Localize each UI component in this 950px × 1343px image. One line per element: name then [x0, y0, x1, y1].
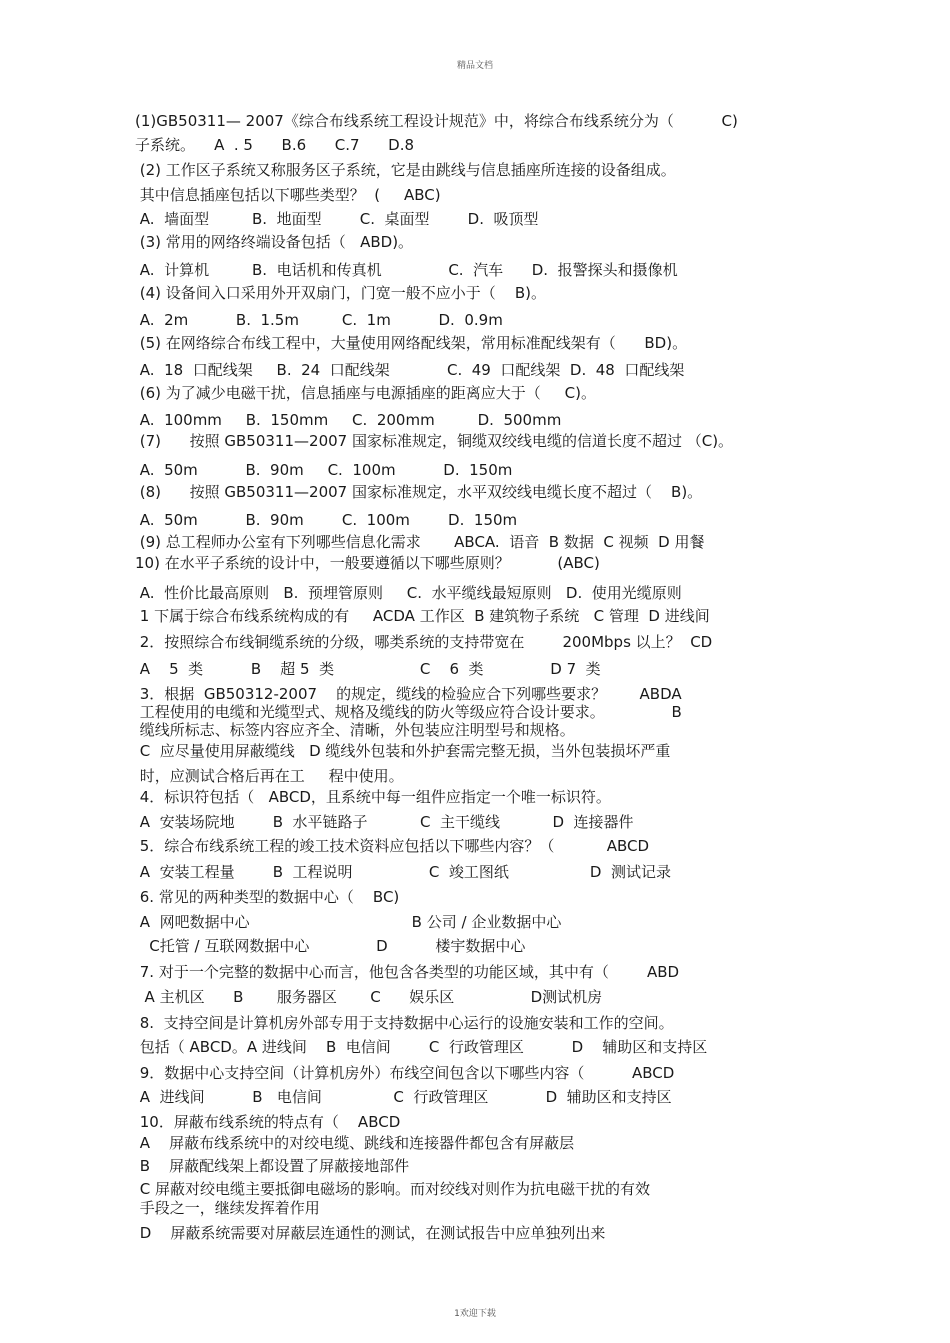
- text-line: C 应尽量使用屏蔽缆线 D 缆线外包装和外护套需完整无损，当外包装损坏严重: [135, 742, 671, 760]
- text-line: 2．按照综合布线铜缆系统的分级，哪类系统的支持带宽在 200Mbps 以上？ CD: [135, 633, 713, 651]
- text-line: A 5 类 B 超 5 类 C 6 类 D 7 类: [135, 660, 601, 678]
- text-line: 8. 支持空间是计算机房外部专用于支持数据中心运行的设施安装和工作的空间。: [135, 1014, 674, 1032]
- text-line: A 网吧数据中心 B 公司 / 企业数据中心: [135, 913, 562, 931]
- text-line: A. 性价比最高原则 B. 预埋管原则 C. 水平缆线最短原则 D. 使用光缆原则: [135, 584, 682, 602]
- text-line: (1)GB50311— 2007《综合布线系统工程设计规范》中，将综合布线系统分为（ C): [135, 112, 738, 130]
- text-line: (2) 工作区子系统又称服务区子系统，它是由跳线与信息插座所连接的设备组成。: [135, 161, 676, 179]
- text-line: D 屏蔽系统需要对屏蔽层连通性的测试，在测试报告中应单独列出来: [135, 1224, 606, 1242]
- text-line: (5) 在网络综合布线工程中，大量使用网络配线架，常用标准配线架有（ BD)。: [135, 334, 688, 352]
- footer-page-number: 1欢迎下载: [454, 1309, 496, 1319]
- text-line: 10) 在水平子系统的设计中，一般要遵循以下哪些原则？ (ABC): [135, 554, 600, 572]
- text-line: A. 50m B. 90m C. 100m D. 150m: [135, 461, 513, 479]
- text-line: A. 2m B. 1.5m C. 1m D. 0.9m: [135, 311, 503, 329]
- text-line: 手段之一，继续发挥着作用: [135, 1199, 320, 1217]
- text-line: A 进线间 B 电信间 C 行政管理区 D 辅助区和支持区: [135, 1088, 672, 1106]
- text-line: A 屏蔽布线系统中的对绞电缆、跳线和连接器件都包含有屏蔽层: [135, 1134, 575, 1152]
- text-line: B 屏蔽配线架上都设置了屏蔽接地部件: [135, 1157, 410, 1175]
- text-line: 包括（ ABCD。A 进线间 B 电信间 C 行政管理区 D 辅助区和支持区: [135, 1038, 708, 1056]
- text-line: C 屏蔽对绞电缆主要抵御电磁场的影响。而对绞线对则作为抗电磁干扰的有效: [135, 1180, 651, 1198]
- text-line: (9) 总工程师办公室有下列哪些信息化需求 ABCA. 语音 B 数据 C 视频 D 用餐: [135, 533, 705, 551]
- text-line: C托管 / 互联网数据中心 D 楼宇数据中心: [135, 937, 526, 955]
- text-line: A. 100mm B. 150mm C. 200mm D. 500mm: [135, 411, 562, 429]
- text-line: 10．屏蔽布线系统的特点有（ ABCD: [135, 1113, 401, 1131]
- text-line: (8) 按照 GB50311—2007 国家标准规定，水平双绞线电缆长度不超过（ B)。: [135, 483, 703, 501]
- text-line: A 主机区 B 服务器区 C 娱乐区 D测试机房: [135, 988, 603, 1006]
- text-line: (3) 常用的网络终端设备包括（ ABD)。: [135, 233, 414, 251]
- text-line: A. 50m B. 90m C. 100m D. 150m: [135, 511, 518, 529]
- text-line: 1 下属于综合布线系统构成的有 ACDA 工作区 B 建筑物子系统 C 管理 D 进线间: [135, 607, 710, 625]
- header-watermark: 精品文档: [456, 61, 493, 71]
- text-line: 6. 常见的两种类型的数据中心（ BC): [135, 888, 400, 906]
- text-line: 9．数据中心支持空间（计算机房外）布线空间包含以下哪些内容（ ABCD: [135, 1064, 675, 1082]
- text-line: 其中信息插座包括以下哪些类型？ ( ABC): [135, 186, 441, 204]
- text-line: 工程使用的电缆和光缆型式、规格及缆线的防火等级应符合设计要求。 B: [135, 703, 682, 721]
- text-line: A 安装工程量 B 工程说明 C 竣工图纸 D 测试记录: [135, 863, 671, 881]
- text-line: (7) 按照 GB50311—2007 国家标准规定，铜缆双绞线电缆的信道长度不超过 （C)。: [135, 432, 734, 450]
- text-line: A. 计算机 B. 电话机和传真机 C. 汽车 D. 报警探头和摄像机: [135, 261, 678, 279]
- text-line: A. 18 口配线架 B. 24 口配线架 C. 49 口配线架 D. 48 口配线架: [135, 361, 685, 379]
- text-line: A 安装场院地 B 水平链路子 C 主干缆线 D 连接器件: [135, 813, 634, 831]
- text-line: 3．根据 GB50312-2007 的规定，缆线的检验应合下列哪些要求？ ABDA: [135, 685, 682, 703]
- text-line: (4) 设备间入口采用外开双扇门，门宽一般不应小于（ B)。: [135, 284, 547, 302]
- text-line: 时，应测试合格后再在工 程中使用。: [135, 767, 404, 785]
- text-line: A. 墙面型 B. 地面型 C. 桌面型 D. 吸顶型: [135, 210, 539, 228]
- text-line: 子系统。 A . 5 B.6 C.7 D.8: [135, 136, 415, 154]
- text-line: 4．标识符包括（ ABCD，且系统中每一组件应指定一个唯一标识符。: [135, 788, 611, 806]
- text-line: 7. 对于一个完整的数据中心而言，他包含各类型的功能区域，其中有（ ABD: [135, 963, 680, 981]
- text-line: 5．综合布线系统工程的竣工技术资料应包括以下哪些内容？（ ABCD: [135, 837, 650, 855]
- text-line: (6) 为了减少电磁干扰，信息插座与电源插座的距离应大于（ C)。: [135, 384, 596, 402]
- text-line: 缆线所标志、标签内容应齐全、清晰，外包装应注明型号和规格。: [135, 721, 575, 739]
